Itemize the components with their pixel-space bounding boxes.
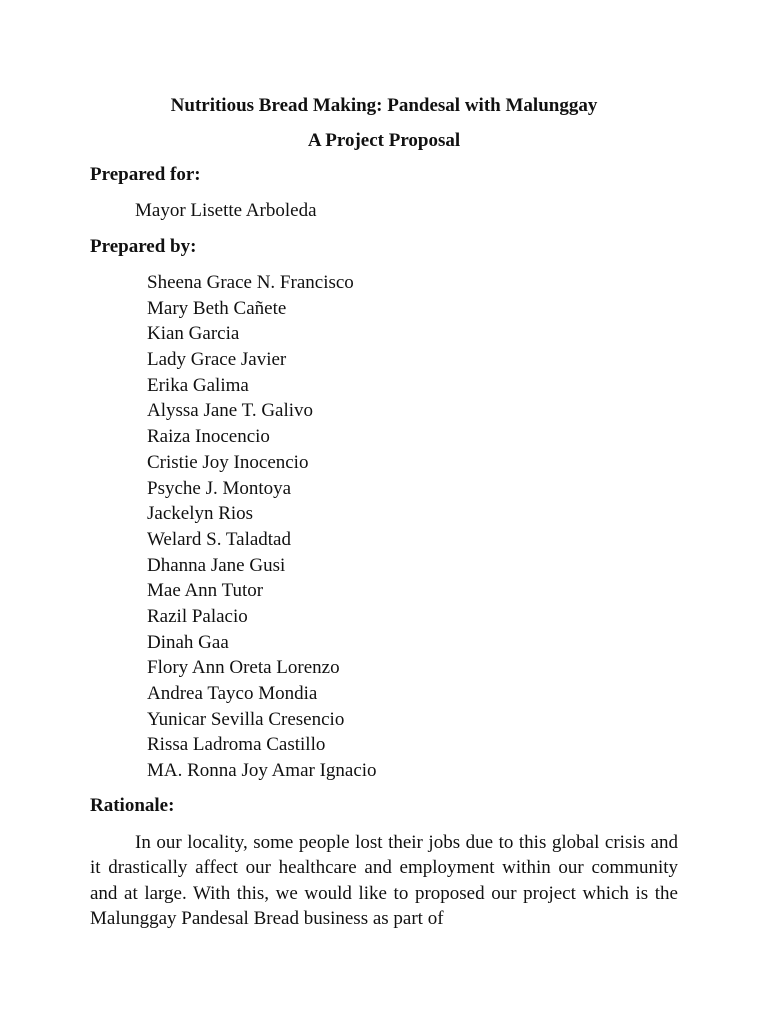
author-name: Lady Grace Javier [147,349,287,371]
author-name: Cristie Joy Inocencio [147,451,309,473]
author-name: Andrea Tayco Mondia [147,683,318,704]
author-name: Flory Ann Oreta Lorenzo [147,657,340,679]
author-name: Sheena Grace N. Francisco [147,272,354,293]
author-name: Razil Palacio [147,605,248,627]
document-subtitle: A Project Proposal [307,130,461,151]
author-name: Mary Beth Cañete [147,297,287,319]
author-name: Dhanna Jane Gusi [147,554,286,576]
author-name: Erika Galima [147,374,249,396]
author-name: Raiza Inocencio [147,426,270,448]
author-name: Alyssa Jane T. Galivo [147,400,314,422]
document-title: Nutritious Bread Making: Pandesal with Malunggay [170,95,598,116]
author-name: Rissa Ladroma Castillo [147,734,326,756]
author-name: Jackelyn Rios [147,503,254,525]
prepared-for-label: Prepared for: [90,164,201,185]
prepared-by-list [147,272,377,786]
author-name: Kian Garcia [147,323,240,345]
rationale-paragraph: In our locality, some people lost their jobs due to this global crisis and it drastically affect our healthcare and employment within our community and at large. With this, we would like to proposed our project which is the Malunggay Pandesal Bread business as part of [90,832,678,929]
author-name: Psyche J. Montoya [147,477,292,499]
author-name: MA. Ronna Joy Amar Ignacio [147,760,377,782]
prepared-for-recipient: Mayor Lisette Arboleda [135,200,317,221]
author-name: Yunicar Sevilla Cresencio [147,708,345,730]
author-name: Welard S. Taladtad [147,528,291,550]
rationale-label: Rationale: [90,795,175,816]
prepared-by-label: Prepared by: [90,236,197,257]
author-name: Dinah Gaa [147,631,229,653]
author-name: Mae Ann Tutor [147,580,264,602]
